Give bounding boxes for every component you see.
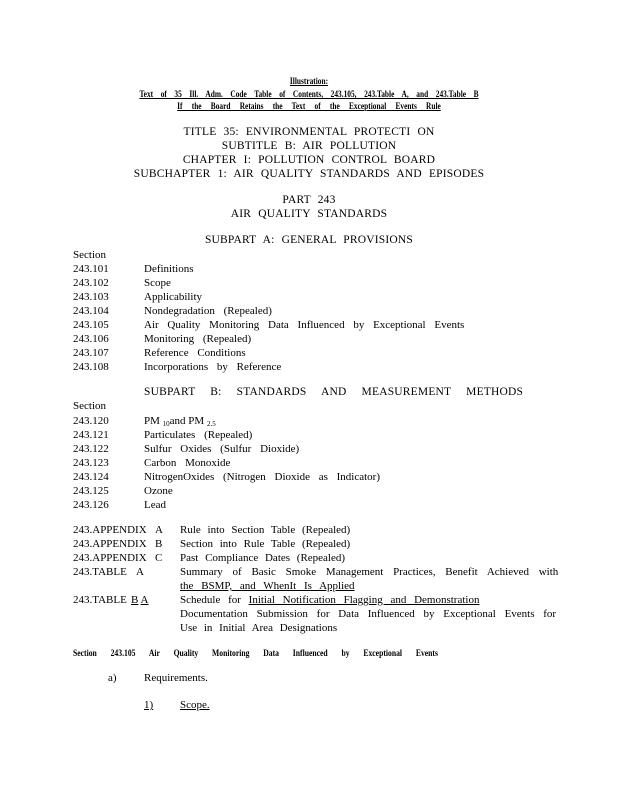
para-a-label: a): [108, 672, 117, 684]
subtitle-line: SUBTITLE B: AIR POLLUTION: [221, 140, 397, 152]
chapter-line: CHAPTER I: POLLUTION CONTROL BOARD: [182, 154, 436, 166]
table-a-letter: A: [136, 566, 144, 578]
table-a-row: 243.TABLE A Summary of Basic Smoke Management Practices, Benefit Achieved with: [73, 566, 559, 578]
section-label: Section: [73, 400, 106, 412]
illustration-label: Illustration:: [289, 76, 329, 86]
subpart-a-heading: SUBPART A: GENERAL PROVISIONS: [204, 234, 414, 246]
toc-row: 243.120 PM $_{10}$and PM $_{2.5}$: [73, 415, 216, 428]
toc-row: 243.103 Applicability: [73, 291, 203, 303]
para-1-text: Scope.: [180, 699, 210, 711]
title-line: TITLE 35: ENVIRONMENTAL PROTECTI ON: [183, 126, 435, 138]
table-b-title-1: Schedule for Initial Notification Flagging and Demonstration: [180, 594, 480, 606]
header-line-1: Text of 35 Ill. Adm. Code Table of Contents, 243.105, 243.Table A, and 243.Table B: [139, 89, 479, 99]
toc-row: 243.122 Sulfur Oxides (Sulfur Dioxide): [73, 443, 300, 455]
pm-subscript: 10: [162, 420, 170, 428]
toc-row: 243.123 Carbon Monoxide: [73, 457, 231, 469]
appendix-row: 243.APPENDIX B Section into Rule Table (Repealed): [73, 538, 351, 550]
table-b-row-cont: [73, 607, 557, 621]
pm-text: PM: [144, 415, 160, 427]
toc-row: 243.106 Monitoring (Repealed): [73, 333, 252, 345]
table-a-title-1: Summary of Basic Smoke Management Practices, Benefit Achieved with: [180, 566, 559, 578]
appendix-row: 243.APPENDIX C Past Compliance Dates (Repealed): [73, 552, 346, 564]
toc-row: 243.125 Ozone: [73, 485, 173, 497]
toc-row: 243.104 Nondegradation (Repealed): [73, 305, 272, 317]
table-b-title-3: Use in Initial Area Designations: [180, 622, 338, 634]
toc-row: 243.124 NitrogenOxides (Nitrogen Dioxide as Indicator): [73, 471, 380, 483]
subchapter-line: SUBCHAPTER 1: AIR QUALITY STANDARDS AND EPISODES: [133, 168, 485, 180]
table-b-letter-old: B A: [131, 594, 149, 606]
toc-row: 243.105 Air Quality Monitoring Data Influenced by Exceptional Events: [73, 319, 465, 331]
table-b-row: 243.TABLE B A Schedule for Initial Notification Flagging and Demonstration: [73, 594, 480, 606]
header-line-2: If the Board Retains the Text of the Exceptional Events Rule: [177, 101, 441, 111]
table-a-title-2: the BSMP, and WhenIt Is Applied: [180, 580, 355, 592]
table-a-row-cont: [73, 579, 543, 593]
para-1-label: 1): [144, 699, 154, 711]
part-line: PART 243: [282, 194, 336, 206]
appendix-row: 243.APPENDIX A Rule into Section Table (Repealed): [73, 524, 351, 536]
toc-row: 243.102 Scope: [73, 277, 171, 289]
toc-row: 243.121 Particulates (Repealed): [73, 429, 253, 441]
toc-row: 243.126 Lead: [73, 499, 166, 511]
section-label: Section: [73, 249, 106, 261]
part-name-line: AIR QUALITY STANDARDS: [230, 208, 388, 220]
subpart-b-heading: SUBPART B: STANDARDS AND MEASUREMENT METHODS: [144, 386, 524, 398]
toc-row: 243.108 Incorporations by Reference: [73, 361, 282, 373]
para-a-text: Requirements.: [144, 672, 208, 684]
table-b-row-cont: [73, 621, 543, 635]
pm-and-text: and PM: [169, 415, 205, 427]
section-heading: Section 243.105 Air Quality Monitoring Data Influenced by Exceptional Events: [73, 648, 438, 658]
pm-subscript: 2.5: [206, 420, 216, 428]
table-b-title-2: Documentation Submission for Data Influenced by Exceptional Events for: [180, 608, 557, 620]
toc-row: 243.101 Definitions: [73, 263, 194, 275]
toc-row: 243.107 Reference Conditions: [73, 347, 246, 359]
